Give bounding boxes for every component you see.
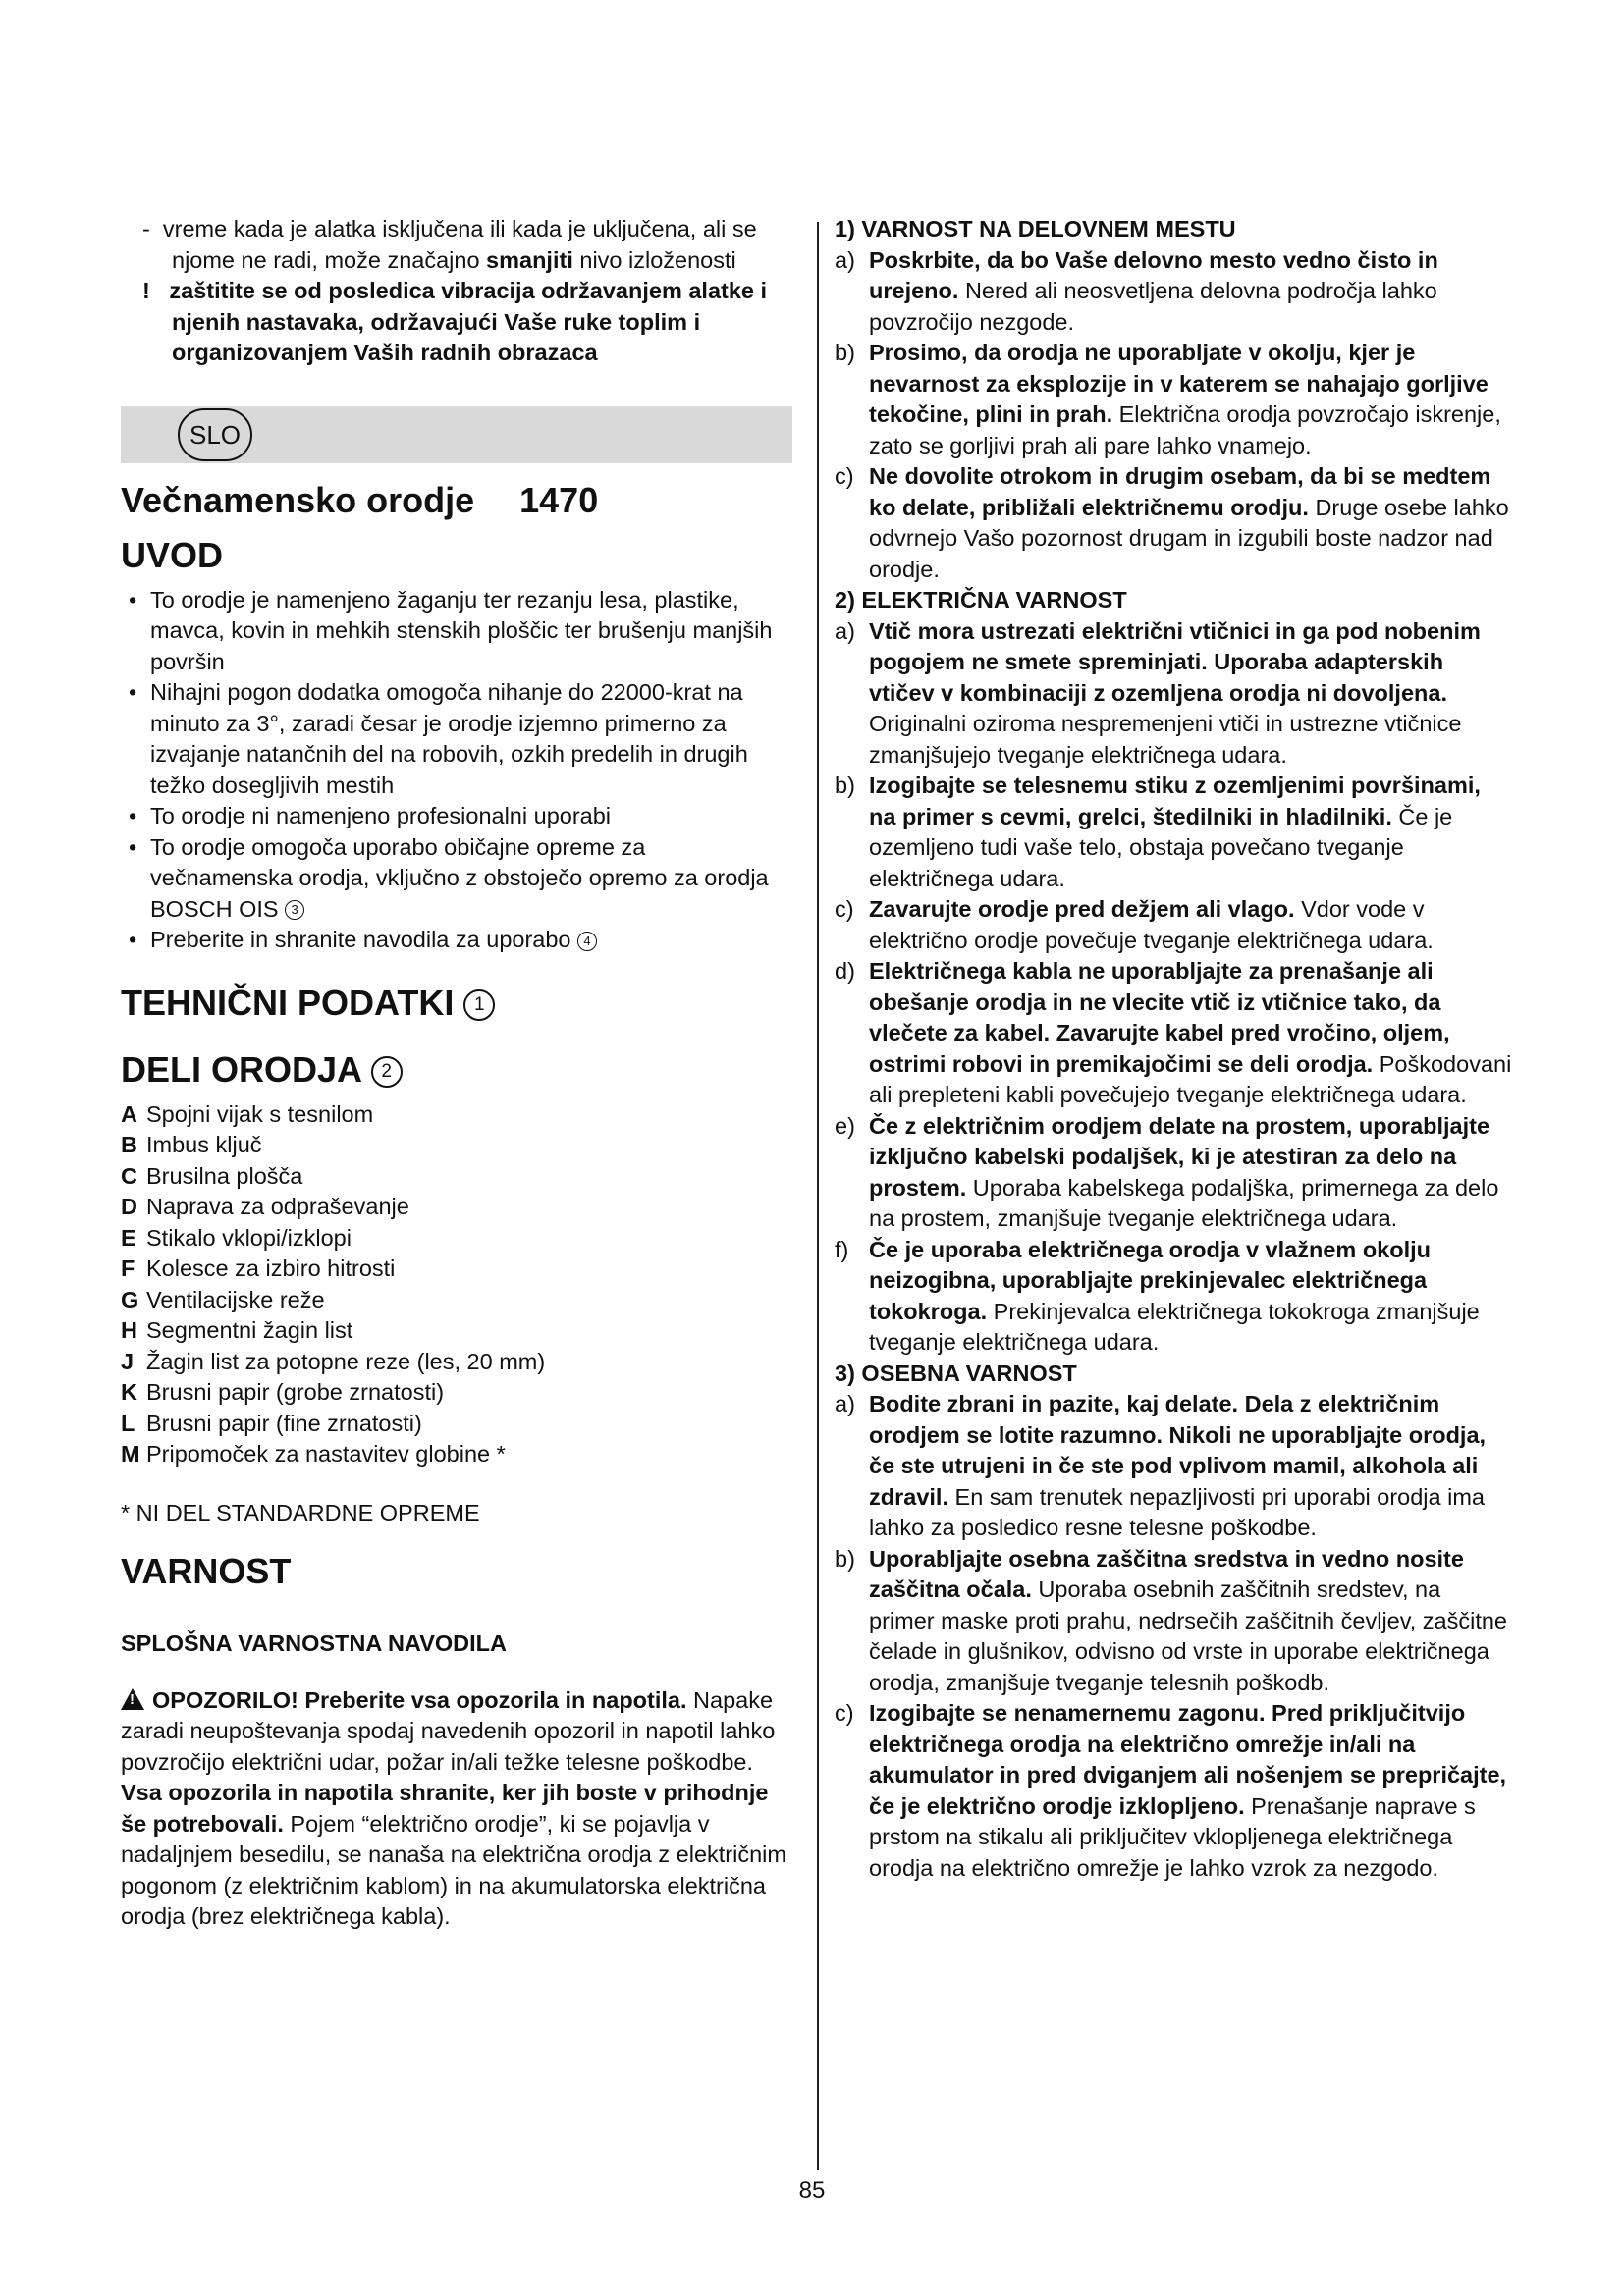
right-column bbox=[835, 214, 1512, 1884]
parts-list-item bbox=[121, 1347, 792, 1378]
item-text: Nered ali neosvetljena delovna področja lahko povzročijo nezgode. bbox=[869, 278, 1437, 335]
item-label: e) bbox=[835, 1112, 855, 1139]
part-letter: F bbox=[121, 1255, 135, 1281]
part-letter: H bbox=[121, 1317, 137, 1343]
uvod-heading: UVOD bbox=[121, 534, 224, 575]
safety-item bbox=[835, 338, 1512, 461]
item-text: Druge osebe lahko odvrnejo Vašo pozornost drugam in izgubili boste nadzor nad orodje. bbox=[869, 494, 1509, 582]
safety-item bbox=[835, 956, 1512, 1111]
part-name: Imbus ključ bbox=[146, 1132, 262, 1157]
item-bold-text: Bodite zbrani in pazite, kaj delate. Dela z električnim orodjem se lotite razumno. Nikoli ne uporabljajte orodja, če ste utrujeni in če ste pod vplivom mamil, alkohola ali zdravil. bbox=[869, 1391, 1487, 1510]
safety-item bbox=[835, 616, 1512, 772]
part-name: Stikalo vklopi/izklopi bbox=[146, 1224, 352, 1251]
item-text: Uporaba kabelskega podaljška, primernega za delo na prostem, zmanjšuje tveganje električnega udara. bbox=[869, 1174, 1499, 1231]
figure-ref-4: 4 bbox=[577, 932, 597, 951]
parts-list bbox=[121, 1099, 792, 1470]
part-letter: J bbox=[121, 1348, 135, 1374]
parts-list-item bbox=[121, 1377, 792, 1409]
part-name: Brusni papir (fine zrnatosti) bbox=[146, 1410, 422, 1436]
parts-list-item bbox=[121, 1285, 792, 1316]
item-label: f) bbox=[835, 1236, 849, 1262]
item-label: a) bbox=[835, 617, 855, 644]
part-letter: E bbox=[121, 1224, 136, 1251]
part-letter: C bbox=[121, 1162, 137, 1189]
item-text: Originalni oziroma nespremenjeni vtiči in ustrezne vtičnice zmanjšujejo tveganje električnega udara. bbox=[869, 711, 1462, 768]
section-1-heading: 1) VARNOST NA DELOVNEM MESTU bbox=[835, 216, 1236, 241]
part-name: Pripomoček za nastavitev globine * bbox=[146, 1441, 506, 1467]
intro-dash-item: - vreme kada je alatka isključena ili kada je uključena, ali se njome ne radi, može značajno smanjiti nivo izloženosti bbox=[142, 216, 757, 273]
section-3-heading: 3) OSEBNA VARNOST bbox=[835, 1360, 1077, 1386]
part-letter: A bbox=[121, 1100, 137, 1127]
figure-ref-2: 2 bbox=[371, 1056, 403, 1088]
item-bold-text: Če z električnim orodjem delate na prostem, uporabljajte izključno kabelski podaljšek, ki je atestiran za delo na prostem. bbox=[869, 1112, 1490, 1201]
item-text: Uporaba osebnih zaščitnih sredstev, na primer maske proti prahu, nedrsečih zaščitnih čevljev, zaščitne čelade in glušnikov, odvisno od vrste in uporabe električnega orodja, zmanjšuje tveganje telesnih poškodb. bbox=[869, 1576, 1508, 1695]
item-text: Prekinjevalca električnega tokokroga zmanjšuje tveganje električnega udara. bbox=[869, 1298, 1480, 1355]
list-item: • To orodje omogoča uporabo običajne opreme za večnamenska orodja, vključno z obstoječo opremo za orodja BOSCH OIS 3 bbox=[121, 832, 792, 926]
part-name: Žagin list za potopne reze (les, 20 mm) bbox=[146, 1348, 546, 1374]
safety-item bbox=[835, 1111, 1512, 1235]
safety-item bbox=[835, 1389, 1512, 1544]
parts-list-item bbox=[121, 1223, 792, 1255]
safety-item bbox=[835, 771, 1512, 894]
warning-triangle-icon: ! bbox=[121, 1688, 144, 1710]
parts-note: * NI DEL STANDARDNE OPREME bbox=[121, 1499, 480, 1525]
item-text: En sam trenutek nepazljivosti pri uporabi orodja ima lahko za posledico resne telesne poškodbe. bbox=[869, 1483, 1485, 1540]
intro-exclamation-item: ! zaštitite se od posledica vibracija održavanjem alatke i njenih nastavaka, održavajući Vaše ruke toplim i organizovanjem Vaših radnih obrazaca bbox=[142, 278, 768, 365]
parts-list-item bbox=[121, 1161, 792, 1193]
figure-ref-3: 3 bbox=[285, 900, 304, 920]
part-letter: D bbox=[121, 1194, 137, 1219]
part-letter: L bbox=[121, 1410, 135, 1436]
warning-paragraph: ! OPOZORILO! Preberite vsa opozorila in napotila. Napake zaradi neupoštevanja spodaj navedenih opozoril in napotil lahko povzročijo električni udar, požar in/ali težke telesne poškodbe. Vsa opozorila in napotila shranite, ker jih boste v prihodnje še potrebovali. Pojem “električno orodje”, ki se pojavlja v nadaljnjem besedilu, se nanaša na električna orodja z električnim pogonom (z električnim kablom) in na akumulatorska električna orodja (brez električnega kabla). bbox=[121, 1686, 786, 1929]
item-bold-text: Prosimo, da orodja ne uporabljate v okolju, kjer je nevarnost za eksplozije in v katerem se nahajajo gorljive tekočine, plini in prah. bbox=[869, 340, 1489, 427]
item-label: d) bbox=[835, 958, 855, 984]
parts-list-item bbox=[121, 1130, 792, 1161]
varnost-heading: VARNOST bbox=[121, 1551, 292, 1591]
item-text: Električna orodja povzročajo iskrenje, zato se gorljivi prah ali pare lahko vnamejo. bbox=[869, 401, 1501, 458]
safety-item bbox=[835, 245, 1512, 339]
part-name: Ventilacijske reže bbox=[146, 1286, 325, 1312]
section-2-list bbox=[835, 616, 1512, 1359]
item-bold-text: Izogibajte se telesnemu stiku z ozemljenimi površinami, na primer s cevmi, grelci, štedilniki in hladilniki. bbox=[869, 773, 1481, 829]
item-label: b) bbox=[835, 340, 855, 365]
product-title: Večnamensko orodje 1470 bbox=[121, 479, 599, 520]
item-text: Vdor vode v električno orodje povečuje tveganje električnega udara. bbox=[869, 896, 1434, 953]
safety-item bbox=[835, 894, 1512, 956]
item-bold-text: Zavarujte orodje pred dežjem ali vlago. bbox=[869, 896, 1295, 922]
tech-data-heading: TEHNIČNI PODATKI 1 bbox=[121, 982, 792, 1025]
section-2-heading: 2) ELEKTRIČNA VARNOST bbox=[835, 587, 1127, 613]
uvod-list bbox=[121, 585, 792, 956]
safety-item bbox=[835, 1235, 1512, 1359]
item-bold-text: Poskrbite, da bo Vaše delovno mesto vedno čisto in urejeno. bbox=[869, 246, 1438, 303]
parts-list-item bbox=[121, 1409, 792, 1440]
safety-item bbox=[835, 1544, 1512, 1699]
list-item: • To orodje ni namenjeno profesionalni uporabi bbox=[121, 801, 792, 832]
item-bold-text: Vtič mora ustrezati električni vtičnici in ga pod nobenim pogojem ne smete spreminjati. Uporaba adapterskih vtičev v kombinaciji z ozemljena orodja ni dovoljena. bbox=[869, 617, 1481, 706]
part-letter: M bbox=[121, 1441, 140, 1467]
list-item: • To orodje je namenjeno žaganju ter rezanju lesa, plastike, mavca, kovin in mehkih stenskih ploščic ter brušenju manjših površin bbox=[121, 585, 792, 678]
part-name: Kolesce za izbiro hitrosti bbox=[146, 1255, 396, 1281]
column-divider bbox=[817, 222, 819, 2170]
item-text: Poškodovani ali prepleteni kabli povečujejo tveganje električnega udara. bbox=[869, 1050, 1512, 1107]
part-name: Naprava za odpraševanje bbox=[146, 1194, 409, 1219]
part-letter: K bbox=[121, 1379, 137, 1405]
part-name: Brusni papir (grobe zrnatosti) bbox=[146, 1379, 445, 1405]
item-label: b) bbox=[835, 773, 855, 798]
item-label: c) bbox=[835, 896, 854, 922]
item-label: c) bbox=[835, 463, 854, 489]
item-bold-text: Izogibajte se nenamernemu zagonu. Pred priključitvijo električnega orodja na električno omrežje in/ali na akumulator in pred dviganjem ali nošenjem se prepričajte, če je električno orodje izklopljeno. bbox=[869, 1700, 1507, 1819]
safety-item bbox=[835, 1698, 1512, 1884]
product-number: 1470 bbox=[519, 479, 599, 520]
item-bold-text: Uporabljajte osebna zaščitna sredstva in vedno nosite zaščitna očala. bbox=[869, 1545, 1464, 1602]
item-label: c) bbox=[835, 1700, 854, 1726]
list-item: • Preberite in shranite navodila za uporabo 4 bbox=[121, 925, 792, 956]
parts-list-item bbox=[121, 1192, 792, 1223]
parts-list-item bbox=[121, 1099, 792, 1131]
part-letter: G bbox=[121, 1286, 139, 1312]
item-label: a) bbox=[835, 246, 855, 273]
item-text: Če je ozemljeno tudi vaše telo, obstaja povečano tveganje električnega udara. bbox=[869, 803, 1453, 891]
parts-list-item bbox=[121, 1439, 792, 1470]
page-number: 85 bbox=[798, 2177, 826, 2204]
section-3-list bbox=[835, 1389, 1512, 1884]
parts-list-item bbox=[121, 1315, 792, 1347]
part-name: Brusilna plošča bbox=[146, 1162, 303, 1189]
item-bold-text: Električnega kabla ne uporabljajte za prenašanje ali obešanje orodja in ne vlecite vtič iz vtičnice tako, da vlečete za kabel. Zavarujte kabel pred vročino, oljem, ostrimi robovi in premikajočimi se deli orodja. bbox=[869, 958, 1450, 1077]
item-label: a) bbox=[835, 1391, 855, 1416]
part-name: Segmentni žagin list bbox=[146, 1317, 353, 1343]
list-item: • Nihajni pogon dodatka omogoča nihanje do 22000-krat na minuto za 3°, zaradi česar je orodje izjemno primerno za izvajanje natančnih del na robovih, ozkih predelih in drugih težko dosegljivih mestih bbox=[121, 677, 792, 801]
parts-list-item bbox=[121, 1254, 792, 1285]
item-bold-text: Ne dovolite otrokom in drugim osebam, da bi se medtem ko delate, približali električnemu orodju. bbox=[869, 463, 1491, 520]
item-bold-text: Če je uporaba električnega orodja v vlažnem okolju neizogibna, uporabljajte prekinjevalec električnega tokokroga. bbox=[869, 1236, 1432, 1324]
language-banner bbox=[121, 406, 792, 463]
left-column bbox=[121, 214, 792, 1933]
part-name: Spojni vijak s tesnilom bbox=[146, 1100, 374, 1127]
item-label: b) bbox=[835, 1545, 855, 1572]
item-text: Prenašanje naprave s prstom na stikalu ali priključitev vklopljenega električnega orodja na električno omrežje je lahko vzrok za nezgodo. bbox=[869, 1792, 1476, 1881]
slo-badge: SLO bbox=[178, 408, 252, 461]
safety-item bbox=[835, 461, 1512, 585]
parts-heading: DELI ORODJA 2 bbox=[121, 1048, 792, 1092]
section-1-list bbox=[835, 245, 1512, 586]
general-safety-heading: SPLOŠNA VARNOSTNA NAVODILA bbox=[121, 1630, 507, 1656]
figure-ref-1: 1 bbox=[463, 989, 495, 1021]
part-letter: B bbox=[121, 1132, 137, 1157]
